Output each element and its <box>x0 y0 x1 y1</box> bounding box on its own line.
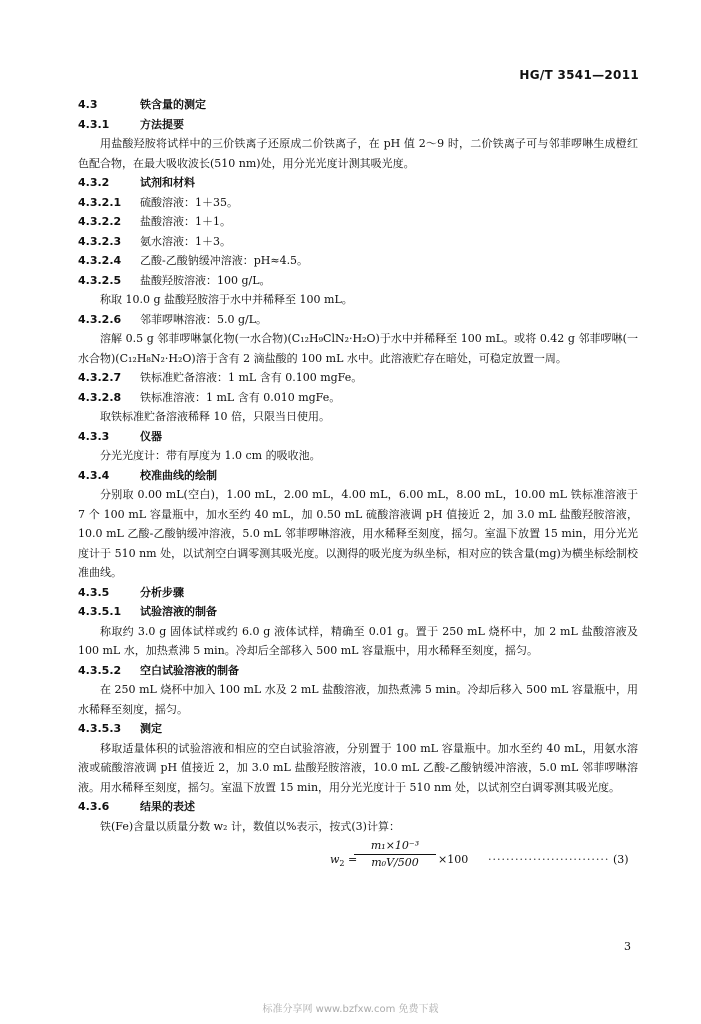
equation-multiplier: ×100 <box>438 853 469 866</box>
standard-code: HG/T 3541—2011 <box>519 68 639 82</box>
result-expression-paragraph: 铁(Fe)含量以质量分数 w₂ 计，数值以%表示，按式(3)计算： <box>100 819 400 833</box>
method-summary-paragraph: 用盐酸羟胺将试样中的三价铁离子还原成二价铁离子，在 pH 值 2～9 时，二价铁离子可与邻菲啰啉生成橙红色配合物，在最大吸收波长(510 nm)处，用分光光度计测其吸光度。 <box>78 137 638 170</box>
reagent-item: 4.3.2.1 硫酸溶液：1＋35。 <box>78 195 238 209</box>
reagent-item: 4.3.2.2 盐酸溶液：1＋1。 <box>78 215 231 228</box>
equation-lhs: $w_2$ = <box>330 853 358 869</box>
equation-denominator: m₀V/500 <box>371 856 419 869</box>
section-4-3-5-3-heading: 4.3.5.3 测定 <box>78 722 162 735</box>
equation-numerator: m₁×10⁻³ <box>354 838 436 855</box>
equation-number: (3) <box>613 853 629 866</box>
instrument-paragraph: 分光光度计：带有厚度为 1.0 cm 的吸收池。 <box>100 449 321 462</box>
equation-fraction <box>354 838 436 871</box>
page-number: 3 <box>624 940 631 953</box>
section-4-3-4-heading: 4.3.4 校准曲线的绘制 <box>78 468 217 482</box>
reagent-preparation-paragraph: 溶解 0.5 g 邻菲啰啉氯化物(一水合物)(C₁₂H₉ClN₂·H₂O)于水中并稀释至 100 mL。或将 0.42 g 邻菲啰啉(一水合物)(C₁₂H₈N₂·H₂O)溶于含有 2 滴盐酸的 100 mL 水中。此溶液贮存在暗处，可稳定放置一周。 <box>78 332 638 365</box>
reagent-item: 4.3.2.8 铁标准溶液：1 mL 含有 0.010 mgFe。 <box>78 390 341 404</box>
reagent-item: 4.3.2.7 铁标准贮备溶液：1 mL 含有 0.100 mgFe。 <box>78 371 363 384</box>
reagent-item: 4.3.2.4 乙酸-乙酸钠缓冲溶液：pH≈4.5。 <box>78 254 309 267</box>
section-4-3-5-1-heading: 4.3.5.1 试验溶液的制备 <box>78 605 217 618</box>
equation-leader-dots: ··························· <box>488 853 610 866</box>
measurement-paragraph: 移取适量体积的试验溶液和相应的空白试验溶液，分别置于 100 mL 容量瓶中。加水至约 40 mL，用氨水溶液或硫酸溶液调 pH 值接近 2，加 3.0 mL 盐酸羟胺溶液，10.0 mL 乙酸-乙酸钠缓冲溶液，5.0 mL 邻菲啰啉溶液。用水稀释至刻度，摇匀。室温下放置 15 min，用分光光度计于 510 nm 处，以试剂空白调零测其吸光度。 <box>78 741 638 794</box>
calibration-paragraph: 分别取 0.00 mL(空白)，1.00 mL，2.00 mL，4.00 mL，6.00 mL，8.00 mL，10.00 mL 铁标准溶液于 7 个 100 mL 容量瓶中，加水至约 40 mL，加 0.50 mL 硫酸溶液调 pH 值接近 2，加 3.0 mL 盐酸羟胺溶液，10.0 mL 乙酸-乙酸钠缓冲溶液，5.0 mL 邻菲啰啉溶液，用水稀释至刻度，摇匀。室温下放置 15 min，用分光光度计于 510 nm 处，以试剂空白调零测其吸光度。以测得的吸光度为纵坐标，相对应的铁含量(mg)为横坐标绘制校准曲线。 <box>78 488 638 579</box>
section-4-3-heading: 4.3 铁含量的测定 <box>78 98 206 111</box>
blank-solution-paragraph: 在 250 mL 烧杯中加入 100 mL 水及 2 mL 盐酸溶液，加热煮沸 5 min。冷却后移入 500 mL 容量瓶中，用水稀释至刻度，摇匀。 <box>78 683 638 716</box>
section-4-3-1-heading: 4.3.1 方法提要 <box>78 117 184 131</box>
document-body <box>78 95 638 880</box>
equation-3 <box>78 838 638 880</box>
section-4-3-6-heading: 4.3.6 结果的表述 <box>78 800 195 813</box>
test-solution-paragraph: 称取约 3.0 g 固体试样或约 6.0 g 液体试样，精确至 0.01 g。置于 250 mL 烧杯中，加 2 mL 盐酸溶液及 100 mL 水，加热煮沸 5 min。冷却后全部移入 500 mL 容量瓶中，用水稀释至刻度，摇匀。 <box>78 624 638 657</box>
reagent-item: 4.3.2.6 邻菲啰啉溶液：5.0 g/L。 <box>78 312 268 326</box>
section-4-3-5-2-heading: 4.3.5.2 空白试验溶液的制备 <box>78 663 239 677</box>
section-4-3-5-heading: 4.3.5 分析步骤 <box>78 585 184 599</box>
reagent-preparation-paragraph: 取铁标准贮备溶液稀释 10 倍，只限当日使用。 <box>100 410 330 423</box>
footer-watermark: 标准分享网 www.bzfxw.com 免费下载 <box>262 1004 439 1015</box>
reagent-item: 4.3.2.5 盐酸羟胺溶液：100 g/L。 <box>78 273 271 287</box>
reagent-preparation-paragraph: 称取 10.0 g 盐酸羟胺溶于水中并稀释至 100 mL。 <box>100 293 353 306</box>
section-4-3-2-heading: 4.3.2 试剂和材料 <box>78 176 195 189</box>
reagent-item: 4.3.2.3 氨水溶液：1＋3。 <box>78 234 231 248</box>
section-4-3-3-heading: 4.3.3 仪器 <box>78 429 162 443</box>
